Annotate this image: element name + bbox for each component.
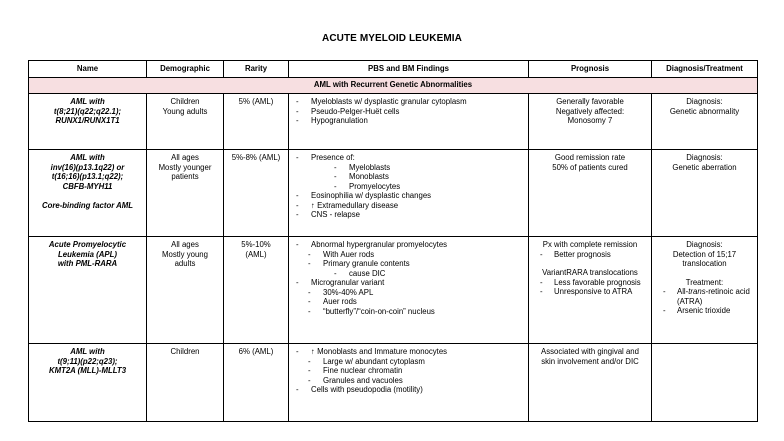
list-item: - Arsenic trioxide [655, 306, 754, 316]
prognosis-line: Negatively affected: [555, 106, 625, 116]
list-item: - Eosinophilia w/ dysplastic changes [292, 191, 525, 201]
name-cell [29, 94, 147, 150]
prognosis-line: Generally favorable [556, 97, 624, 106]
demographic-line: patients [171, 172, 199, 181]
diagnosis-line: Detection of 15;17 [672, 249, 737, 259]
prognosis-cell [529, 150, 652, 237]
table-row [29, 94, 758, 150]
rarity-value: (AML) [245, 249, 267, 259]
list-item: - Less favorable prognosis [532, 278, 648, 288]
diagnosis-line: Diagnosis: [686, 153, 723, 162]
list-item: - Large w/ abundant cytoplasm [292, 357, 525, 367]
rarity-value: 6% (AML) [238, 347, 274, 356]
diagnosis-cell [652, 150, 758, 237]
header-diagnosis: Diagnosis/Treatment [652, 61, 758, 78]
rarity-cell [224, 344, 289, 422]
list-item [292, 153, 525, 163]
list-item: - Pseudo-Pelger-Huët cells [292, 107, 525, 117]
section-label: AML with Recurrent Genetic Abnormalities [29, 78, 758, 94]
rarity-value: 5%-8% (AML) [231, 153, 281, 162]
rarity-value: 5% (AML) [238, 97, 274, 106]
prognosis-line: skin involvement and/or DIC [541, 356, 639, 366]
demographic-line: Children [170, 97, 200, 106]
list-item: - All-trans-retinoic acid (ATRA) [655, 287, 754, 306]
name-line: Acute Promyelocytic [48, 240, 127, 249]
list-item: - Granules and vacuoles [292, 376, 525, 386]
header-prognosis: Prognosis [529, 61, 652, 78]
rarity-cell [224, 237, 289, 344]
header-demographic: Demographic [147, 61, 224, 78]
prognosis-line: Px with complete remission [542, 240, 638, 249]
list-item: - Unresponsive to ATRA [532, 287, 648, 297]
demographic-line: Mostly young [162, 249, 208, 259]
list-item: - 30%-40% APL [292, 288, 525, 298]
list-item: - Better prognosis [532, 250, 648, 260]
list-item: - Cells with pseudopodia (motility) [292, 385, 525, 395]
diagnosis-cell [652, 94, 758, 150]
rarity-value: 5%-10% [241, 240, 271, 249]
list-item: - With Auer rods [292, 250, 525, 260]
list-item: - Fine nuclear chromatin [292, 366, 525, 376]
demographic-line: Children [170, 347, 200, 356]
diagnosis-line: Genetic aberration [672, 162, 737, 172]
demographic-cell [147, 94, 224, 150]
diagnosis-line: Diagnosis: [686, 97, 723, 106]
prognosis-cell [529, 344, 652, 422]
diagnosis-cell [652, 344, 758, 422]
list-item-label: Presence of: [311, 153, 355, 162]
list-item: - Myeloblasts w/ dysplastic granular cytoplasm [292, 97, 525, 107]
findings-cell [289, 150, 529, 237]
name-cell [29, 150, 147, 237]
list-item: - CNS - relapse [292, 210, 525, 220]
demographic-cell [147, 237, 224, 344]
prognosis-line: Good remission rate [554, 153, 626, 162]
list-item: - ↑ Monoblasts and Immature monocytes [292, 347, 525, 357]
name-line: t(9;11)(p22;q23); [57, 356, 118, 366]
prognosis-line: VariantRARA translocations [542, 268, 638, 277]
list-item: - Promyelocytes [292, 182, 525, 192]
header-row [29, 61, 758, 78]
list-item: - Monoblasts [292, 172, 525, 182]
rarity-cell [224, 150, 289, 237]
name-line: t(16;16)(p13.1;q22); [51, 172, 124, 181]
demographic-cell [147, 344, 224, 422]
list-item: - “butterfly”/“coin-on-coin” nucleus [292, 307, 525, 317]
section-row [29, 78, 758, 94]
name-line: t(8;21)(q22;q22.1); [53, 106, 122, 116]
prognosis-cell [529, 237, 652, 344]
list-item: - Myeloblasts [292, 163, 525, 173]
prognosis-line: Monosomy 7 [567, 116, 613, 125]
table-row [29, 344, 758, 422]
table-row [29, 150, 758, 237]
prognosis-cell [529, 94, 652, 150]
header-findings: PBS and BM Findings [289, 61, 529, 78]
name-line: AML with [70, 347, 105, 356]
diagnosis-cell [652, 237, 758, 344]
name-line: AML with [70, 97, 105, 106]
demographic-line: Mostly younger [158, 162, 212, 172]
treatment-label: Treatment: [685, 277, 724, 287]
demographic-cell [147, 150, 224, 237]
demographic-line: adults [174, 259, 196, 268]
demographic-line: All ages [171, 240, 199, 249]
list-item: - Hypogranulation [292, 116, 525, 126]
findings-cell [289, 344, 529, 422]
demographic-line: Young adults [162, 106, 208, 116]
name-line: Leukemia (APL) [58, 249, 117, 259]
name-line: RUNX1/RUNX1T1 [55, 116, 120, 125]
name-line: with PML-RARA [57, 259, 118, 268]
header-name: Name [29, 61, 147, 78]
diagnosis-line: Genetic abnormality [669, 106, 740, 116]
name-line: KMT2A (MLL)-MLLT3 [48, 366, 127, 375]
demographic-line: All ages [171, 153, 199, 162]
list-item: - Primary granule contents [292, 259, 525, 269]
document-title: ACUTE MYELOID LEUKEMIA [322, 33, 462, 44]
list-item: - ↑ Extramedullary disease [292, 201, 525, 211]
list-item: - Auer rods [292, 297, 525, 307]
rarity-cell [224, 94, 289, 150]
findings-cell [289, 94, 529, 150]
aml-table [28, 60, 758, 422]
diagnosis-line: translocation [682, 259, 727, 268]
name-extra: Core-binding factor AML [41, 200, 134, 210]
header-rarity: Rarity [224, 61, 289, 78]
prognosis-line: 50% of patients cured [552, 162, 628, 172]
name-line: inv(16)(p13.1q22) or [50, 162, 125, 172]
name-line: CBFB-MYH11 [62, 181, 113, 191]
list-item: - Abnormal hypergranular promyelocytes [292, 240, 525, 250]
name-cell [29, 237, 147, 344]
findings-cell [289, 237, 529, 344]
diagnosis-line: Diagnosis: [686, 240, 723, 249]
name-line: AML with [70, 153, 105, 162]
list-item: - cause DIC [292, 269, 525, 279]
table-row [29, 237, 758, 344]
list-item: - Microgranular variant [292, 278, 525, 288]
prognosis-line: Associated with gingival and [541, 347, 639, 356]
name-cell [29, 344, 147, 422]
